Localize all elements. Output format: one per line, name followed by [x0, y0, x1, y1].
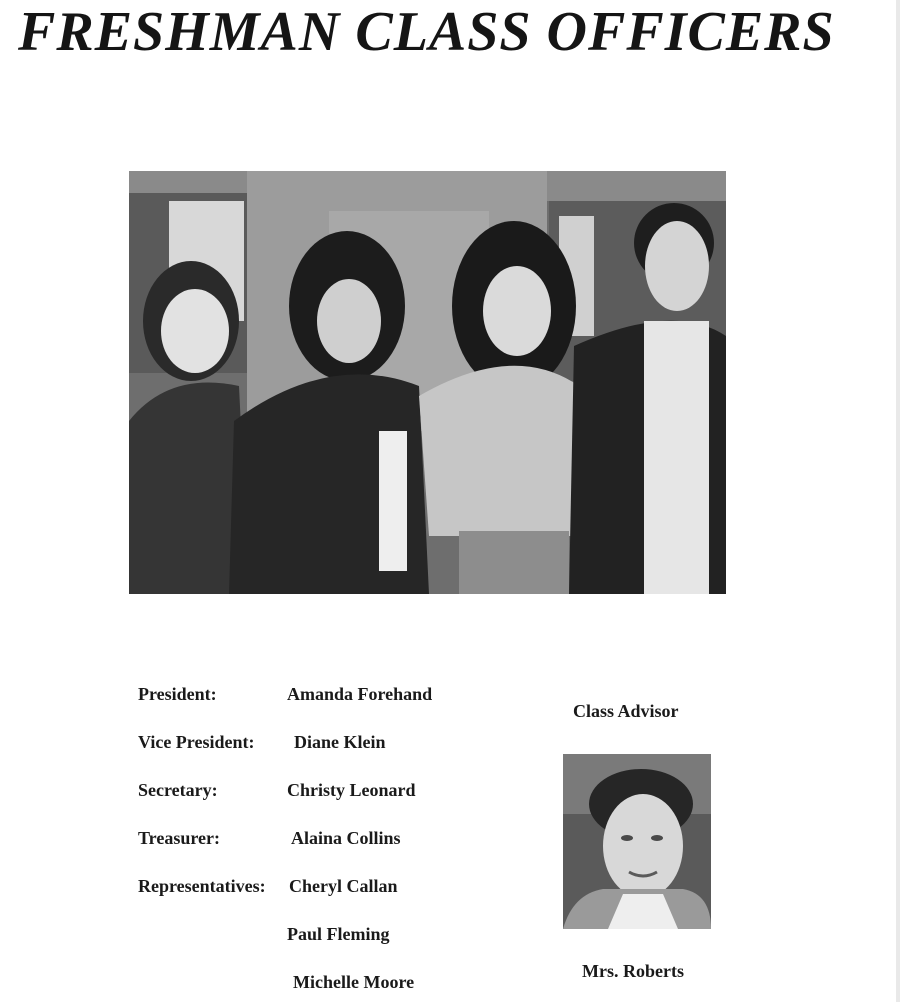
page-edge — [896, 0, 900, 1002]
name-vice-president: Diane Klein — [294, 732, 386, 752]
role-president: President: — [138, 684, 217, 704]
name-representative-3: Michelle Moore — [293, 972, 415, 992]
name-representative-1: Cheryl Callan — [289, 876, 398, 896]
advisor-name: Mrs. Roberts — [582, 961, 684, 981]
advisor-photo-image — [563, 754, 711, 929]
role-representatives: Representatives: — [138, 876, 266, 896]
advisor-photo — [563, 754, 711, 929]
page-title: FRESHMAN CLASS OFFICERS — [18, 1, 835, 63]
name-secretary: Christy Leonard — [287, 780, 416, 800]
group-photo — [129, 171, 726, 594]
name-president: Amanda Forehand — [287, 684, 433, 704]
name-representative-2: Paul Fleming — [287, 924, 390, 944]
advisor-heading: Class Advisor — [573, 701, 679, 721]
role-vice-president: Vice President: — [138, 732, 255, 752]
group-photo-image — [129, 171, 726, 594]
name-treasurer: Alaina Collins — [291, 828, 401, 848]
role-secretary: Secretary: — [138, 780, 218, 800]
role-treasurer: Treasurer: — [138, 828, 220, 848]
